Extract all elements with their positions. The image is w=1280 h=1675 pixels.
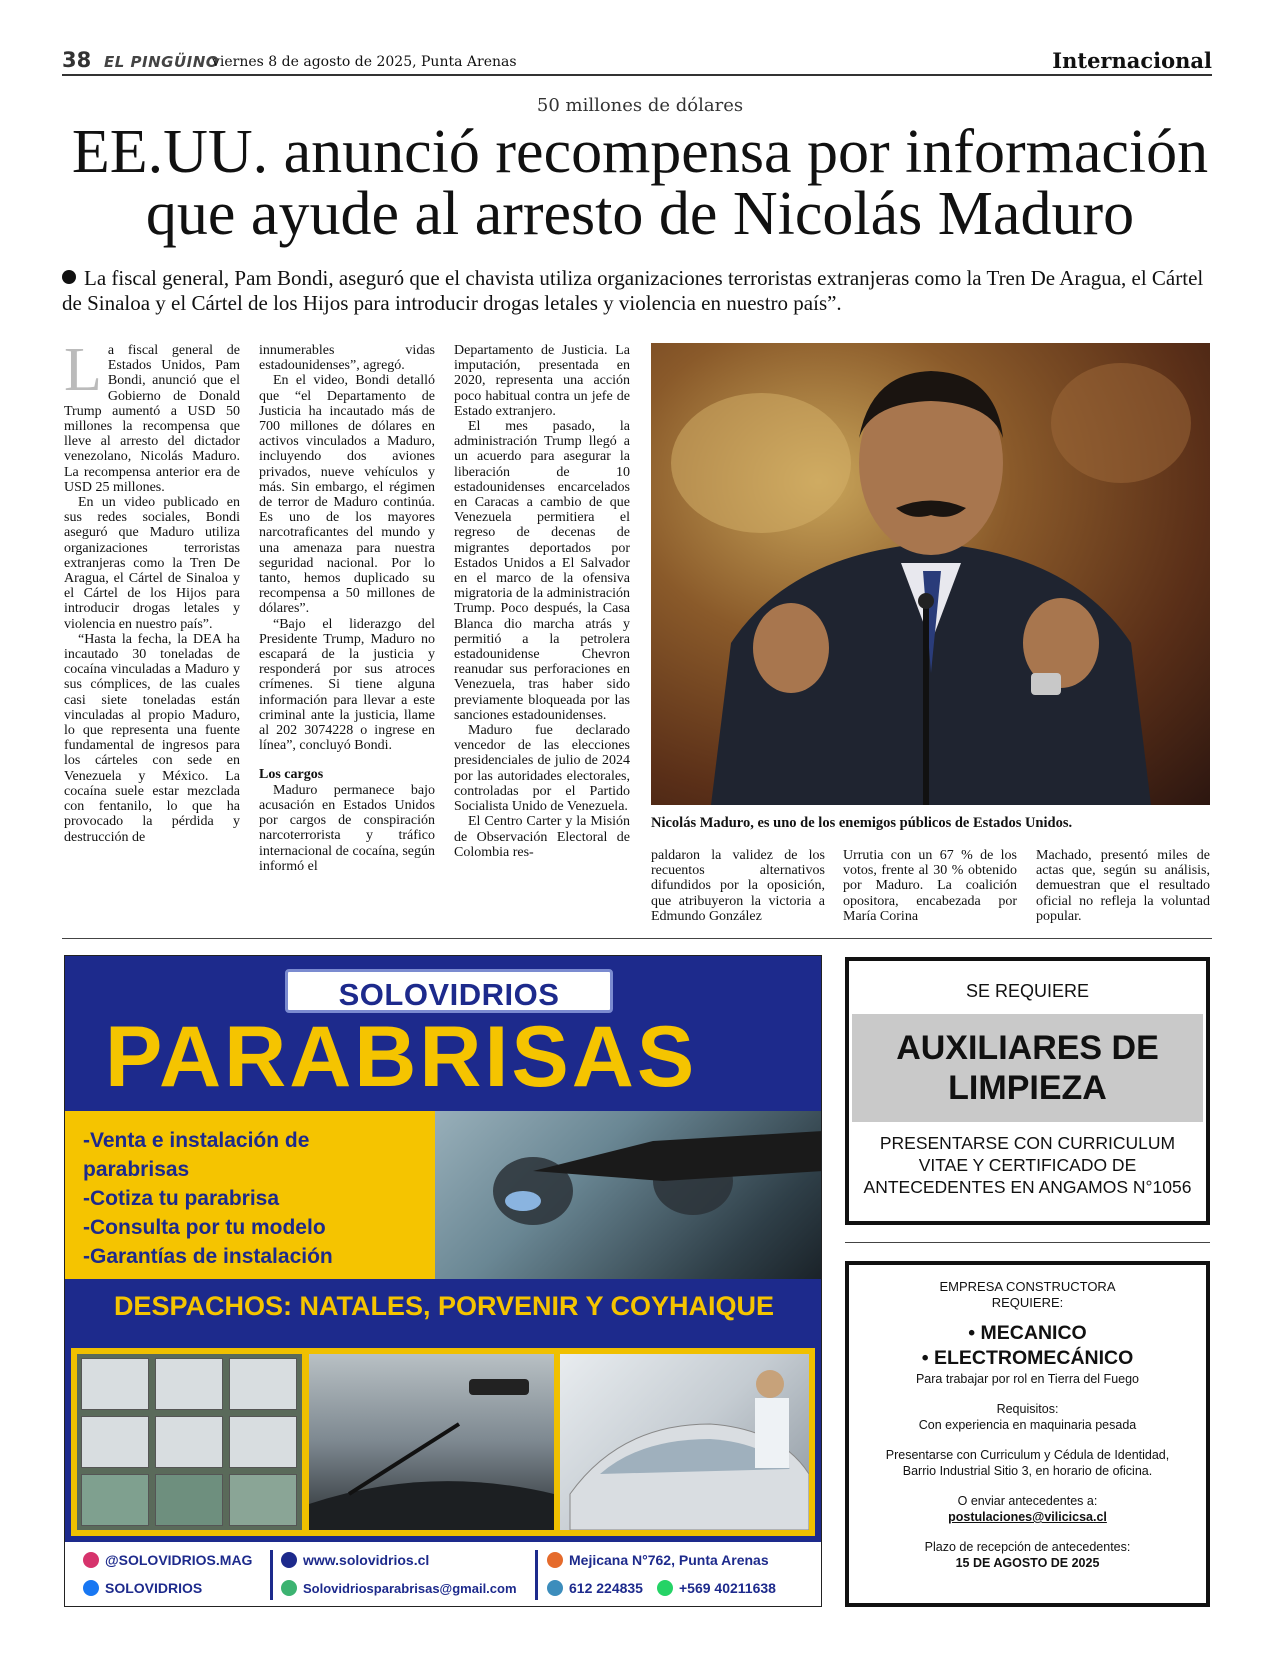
glass-thumb [229,1474,297,1526]
article-headline [40,118,1240,248]
suction-cup-illustration [403,1111,822,1279]
paragraph: Machado, presentó miles de actas que, según su análisis, demuestran que el resultado oficial no refleja la voluntad popular. [1036,848,1210,924]
application-email-link[interactable]: postulaciones@vilicicsa.cl [948,1510,1107,1524]
article-column-3 [454,343,630,860]
bullet-icon [62,270,76,284]
article-kicker: 50 millones de dólares [536,95,744,116]
divider [62,938,1212,939]
paragraph: Urrutia con un 67 % de los votos, frente al 30 % obtenido por Maduro. La coalición opositora, encabezada por María Corina [843,848,1017,924]
deadline-title: Plazo de recepción de antecedentes: [924,1540,1131,1554]
photo-caption: Nicolás Maduro, es uno de los enemigos públicos de Estados Unidos. [651,815,1073,831]
article-column-2 [259,343,435,874]
windshield-photo [403,1111,822,1279]
company-line: REQUIERE: [991,1295,1064,1310]
page-header [62,50,1212,76]
glass-thumb [81,1474,149,1526]
job-role: • MECANICO [968,1322,1087,1344]
job-title-line: LIMPIEZA [948,1069,1107,1107]
requirements-title: Requisitos: [996,1402,1059,1416]
location-pin-icon [547,1552,563,1568]
drop-cap: L [64,336,102,404]
paragraph: El mes pasado, la administración Trump llegó a un acuerdo para asegurar la liberación de 10 estadounidenses encarcelados en Caracas a cambio de que Venezuela permitiera el regreso de decenas de migrantes deportados por Estados Unidos a El Salvador en el marco de la ofensiva migratoria de la administración Trump. Poco después, la Casa Blanca dio marcha atrás y permitió a la petrolera estadounidense Chevron reanudar sus perforaciones en Venezuela, tras haber sido previamente bloqueada por las sanciones estadounidenses. [454,419,630,723]
ad-title: PARABRISAS [105,1009,698,1105]
brand-name: SOLOVIDRIOS [338,977,560,1012]
job-role: • ELECTROMECÁNICO [921,1347,1134,1369]
wiper-illustration [309,1354,554,1530]
brand-logo [285,969,613,1013]
job-title-line: AUXILIARES DE [896,1029,1159,1067]
job-roles [849,1321,1206,1371]
paragraph: “Hasta la fecha, la DEA ha incautado 30 toneladas de cocaína vinculadas a Maduro y sus cómplices, de las cuales casi siete toneladas están vinculadas al propio Maduro, lo que representa una fuente fundamental de ingresos para los cárteles con sede en Venezuela y México. La cocaína suele estar mezclada con fentanilo, lo que ha provocado la pérdida y destrucción de [64,631,240,845]
issue-date: viernes 8 de agosto de 2025, Punta Arenas [212,54,517,70]
phone-number[interactable]: 612 224835 [547,1580,643,1596]
paragraph: En un video publicado en sus redes sociales, Bondi aseguró que Maduro utiliza organizaciones terroristas extranjeras como la Tren De Aragua, el Cártel de Sinaloa y el Cártel de los Hijos para introducir drogas letales y violencia en nuestro país”. [64,495,240,632]
lead-text: La fiscal general, Pam Bondi, aseguró que el chavista utiliza organizaciones terroristas extranjeras como la Tren De Aragua, el Cártel de Sinaloa y el Cártel de los Hijos para introducir drogas letales y violencia en nuestro país”. [62,266,1204,315]
solovidrios-ad[interactable] [64,955,822,1607]
article-photo [651,343,1210,805]
dispatch-locations: DESPACHOS: NATALES, PORVENIR Y COYHAIQUE [113,1291,775,1321]
company-heading [849,1279,1206,1311]
email-icon [281,1580,297,1596]
send-text: O enviar antecedentes a: [957,1494,1098,1508]
paragraph: Maduro permanece bajo acusación en Estados Unidos por cargos de conspiración narcoterrorista y tráfico internacional de cocaína, según informó el [259,782,435,874]
service-item: -Venta e instalación de [83,1129,310,1152]
car-illustration [560,1354,809,1530]
job-ad-heading: SE REQUIERE [965,981,1090,1001]
email-link[interactable]: Solovidriosparabrisas@gmail.com [281,1580,517,1596]
rainy-windshield-photo [309,1354,554,1530]
website-link[interactable]: www.solovidrios.cl [281,1552,429,1568]
article-column-1 [64,336,240,845]
instruction-line: VITAE Y CERTIFICADO DE [918,1155,1137,1175]
glass-thumb [229,1358,297,1410]
headline-line-2: que ayude al arresto de Nicolás Maduro [145,180,1135,248]
paragraph: En el video, Bondi detalló que “el Departamento de Justicia ha incautado más de 700 millones de dólares en activos vinculados a Maduro, incluyendo dos aviones privados, nueve vehículos y más. Sin embargo, el régimen de terror de Maduro continúa. Es uno de los mayores narcotraficantes del mundo y una amenaza para nuestra seguridad nacional. Por lo tanto, hemos duplicado su recompensa a 50 millones de dólares”. [259,373,435,617]
section-name: Internacional [1052,48,1212,73]
globe-icon [281,1552,297,1568]
company-line: EMPRESA CONSTRUCTORA [939,1279,1116,1294]
paragraph: innumerables vidas estadounidenses”, agregó. [259,343,435,374]
whatsapp-number[interactable]: +569 40211638 [657,1580,776,1596]
paragraph: Departamento de Justicia. La imputación, presentada en 2020, representa una acción poco habitual contra un jefe de Estado extranjero. [454,343,630,419]
article-lead [62,266,1212,316]
job-instructions [849,1132,1206,1198]
glass-thumb [155,1474,223,1526]
newspaper-logo: EL PINGÜINO [104,53,220,71]
photo-gallery [71,1348,815,1536]
instruction-line: PRESENTARSE CON CURRICULUM [879,1133,1176,1153]
ad-contact-footer [65,1542,822,1607]
paragraph: Maduro fue declarado vencedor de las elecciones presidenciales de julio de 2024 por las autoridades electorales, controladas por el Partido Socialista Unido de Venezuela. [454,723,630,815]
service-item: -Consulta por tu modelo [83,1216,326,1239]
glass-thumb [229,1416,297,1468]
paragraph: paldaron la validez de los recuentos alternativos difundidos por la oposición, que atribuyeron la victoria a Edmundo González [651,848,825,924]
instruction-line: ANTECEDENTES EN ANGAMOS N°1056 [863,1177,1192,1197]
service-item: -Garantías de instalación [83,1245,333,1268]
subheading: Los cargos [259,767,324,783]
headline-line-1: EE.UU. anunció recompensa por información [71,118,1209,186]
footer-separator [535,1550,538,1600]
paragraph: El Centro Carter y la Misión de Observación Electoral de Colombia res- [454,814,630,860]
service-item: parabrisas [83,1158,190,1181]
services-list [83,1126,333,1271]
whatsapp-icon [657,1580,673,1596]
footer-separator [270,1550,273,1600]
present-line: Barrio Industrial Sitio 3, en horario de oficina. [902,1464,1153,1478]
deadline-date: 15 DE AGOSTO DE 2025 [955,1556,1100,1570]
job-ad-mechanic [845,1261,1210,1607]
job-title [852,1014,1203,1122]
present-line: Presentarse con Curriculum y Cédula de Identidad, [885,1448,1170,1462]
requirements-text: Con experiencia en maquinaria pesada [918,1418,1137,1432]
article-column-4 [651,848,825,924]
article-column-6 [1036,848,1210,924]
page-number: 38 [62,48,92,72]
address: Mejicana N°762, Punta Arenas [547,1552,769,1568]
glass-thumb [155,1416,223,1468]
divider [845,1242,1210,1243]
service-item: -Cotiza tu parabrisa [83,1187,280,1210]
portrait-illustration [651,343,1210,805]
instagram-link[interactable]: @SOLOVIDRIOS.MAG [83,1552,252,1568]
paragraph: “Bajo el liderazgo del Presidente Trump, Maduro no escapará de la justicia y responderá por sus atroces crímenes. Si tiene alguna información para llevar a este criminal ante la justicia, llame al 202 3074228 o ingrese en línea”, concluyó Bondi. [259,616,435,754]
phone-icon [547,1580,563,1596]
job-ad-cleaning [845,957,1210,1225]
glass-thumb [81,1416,149,1468]
job-shift: Para trabajar por rol en Tierra del Fuego [915,1372,1140,1386]
facebook-icon [83,1580,99,1596]
glass-thumb [155,1358,223,1410]
article-column-5 [843,848,1017,924]
paragraph: a fiscal general de Estados Unidos, Pam Bondi, anunció que el Gobierno de Donald Trump aumentó a USD 50 millones la recompensa que lleve al arresto del dictador venezolano, Nicolás Maduro. La recompensa anterior era de USD 25 millones. [64,343,240,495]
glass-thumb [81,1358,149,1410]
instagram-icon [83,1552,99,1568]
installation-photo [560,1354,809,1530]
glass-catalog-photo [77,1354,302,1530]
facebook-link[interactable]: SOLOVIDRIOS [83,1580,202,1596]
